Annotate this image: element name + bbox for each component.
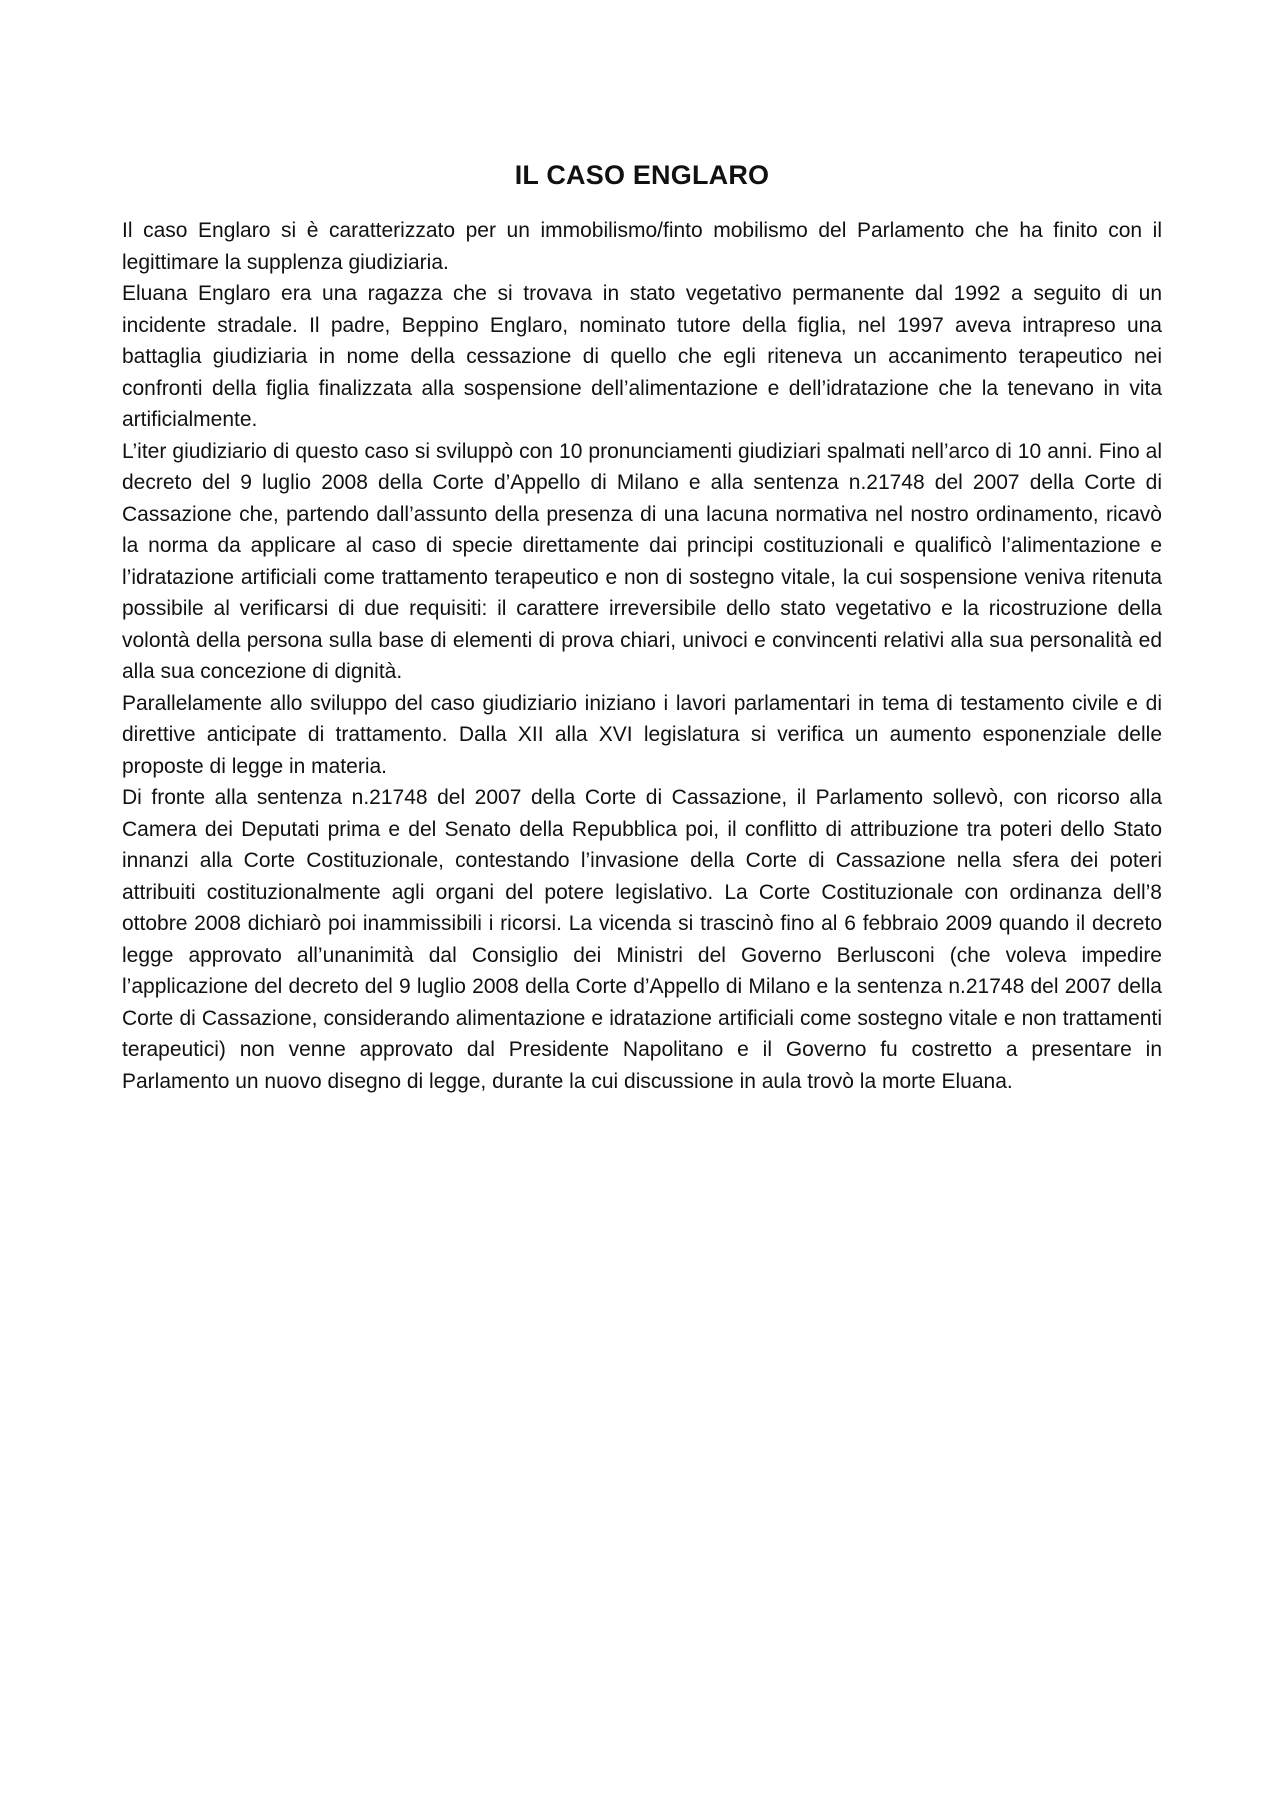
paragraph-conflict: Di fronte alla sentenza n.21748 del 2007 della Corte di Cassazione, il Parlamento sollevò, con ricorso alla Camera dei Deputati prima e del Senato della Repubblica poi, il conflitto di attribuzione tra poteri dello Stato innanzi alla Corte Costituzionale, contestando l’invasione della Corte di Cassazione nella sfera dei poteri attribuiti costituzionalmente agli organi del potere legislativo. La Corte Costituzionale con ordinanza dell’8 ottobre 2008 dichiarò poi inammissibili i ricorsi. La vicenda si trascinò fino al 6 febbraio 2009 quando il decreto legge approvato all’unanimità dal Consiglio dei Ministri del Governo Berlusconi (che voleva impedire l’applicazione del decreto del 9 luglio 2008 della Corte d’Appello di Milano e la sentenza n.21748 del 2007 della Corte di Cassazione, considerando alimentazione e idratazione artificiali come sostegno vitale e non trattamenti terapeutici) non venne approvato dal Presidente Napolitano e il Governo fu costretto a presentare in Parlamento un nuovo disegno di legge, durante la cui discussione in aula trovò la morte Eluana. [122,786,1162,1093]
paragraph-intro: Il caso Englaro si è caratterizzato per un immobilismo/finto mobilismo del Parlamento che ha finito con il legittimare la supplenza giudiziaria. [122,219,1162,274]
document-title: IL CASO ENGLARO [514,160,770,190]
paragraph-parliamentary-work: Parallelamente allo sviluppo del caso giudiziario iniziano i lavori parlamentari in tema di testamento civile e di direttive anticipate di trattamento. Dalla XII alla XVI legislatura si verifica un aumento esponenziale delle proposte di legge in materia. [122,691,1162,778]
paragraph-judicial-iter: L’iter giudiziario di questo caso si sviluppò con 10 pronunciamenti giudiziari spalmati nell’arco di 10 anni. Fino al decreto del 9 luglio 2008 della Corte d’Appello di Milano e alla sentenza n.21748 del 2007 della Corte di Cassazione che, partendo dall’assunto della presenza di una lacuna normativa nel nostro ordinamento, ricavò la norma da applicare al caso di specie direttamente dai principi costituzionali e qualificò l’alimentazione e l’idratazione artificiali come trattamento terapeutico e non di sostegno vitale, la cui sospensione veniva ritenuta possibile al verificarsi di due requisiti: il carattere irreversibile dello stato vegetativo e la ricostruzione della volontà della persona sulla base di elementi di prova chiari, univoci e convincenti relativi alla sua personalità ed alla sua concezione di dignità. [122,439,1162,683]
paragraph-background: Eluana Englaro era una ragazza che si trovava in stato vegetativo permanente dal 1992 a seguito di un incidente stradale. Il padre, Beppino Englaro, nominato tutore della figlia, nel 1997 aveva intrapreso una battaglia giudiziaria in nome della cessazione di quello che egli riteneva un accanimento terapeutico nei confronti della figlia finalizzata alla sospensione dell’alimentazione e dell’idratazione che la tenevano in vita artificialmente. [122,282,1162,431]
document-body [122,215,1162,1097]
